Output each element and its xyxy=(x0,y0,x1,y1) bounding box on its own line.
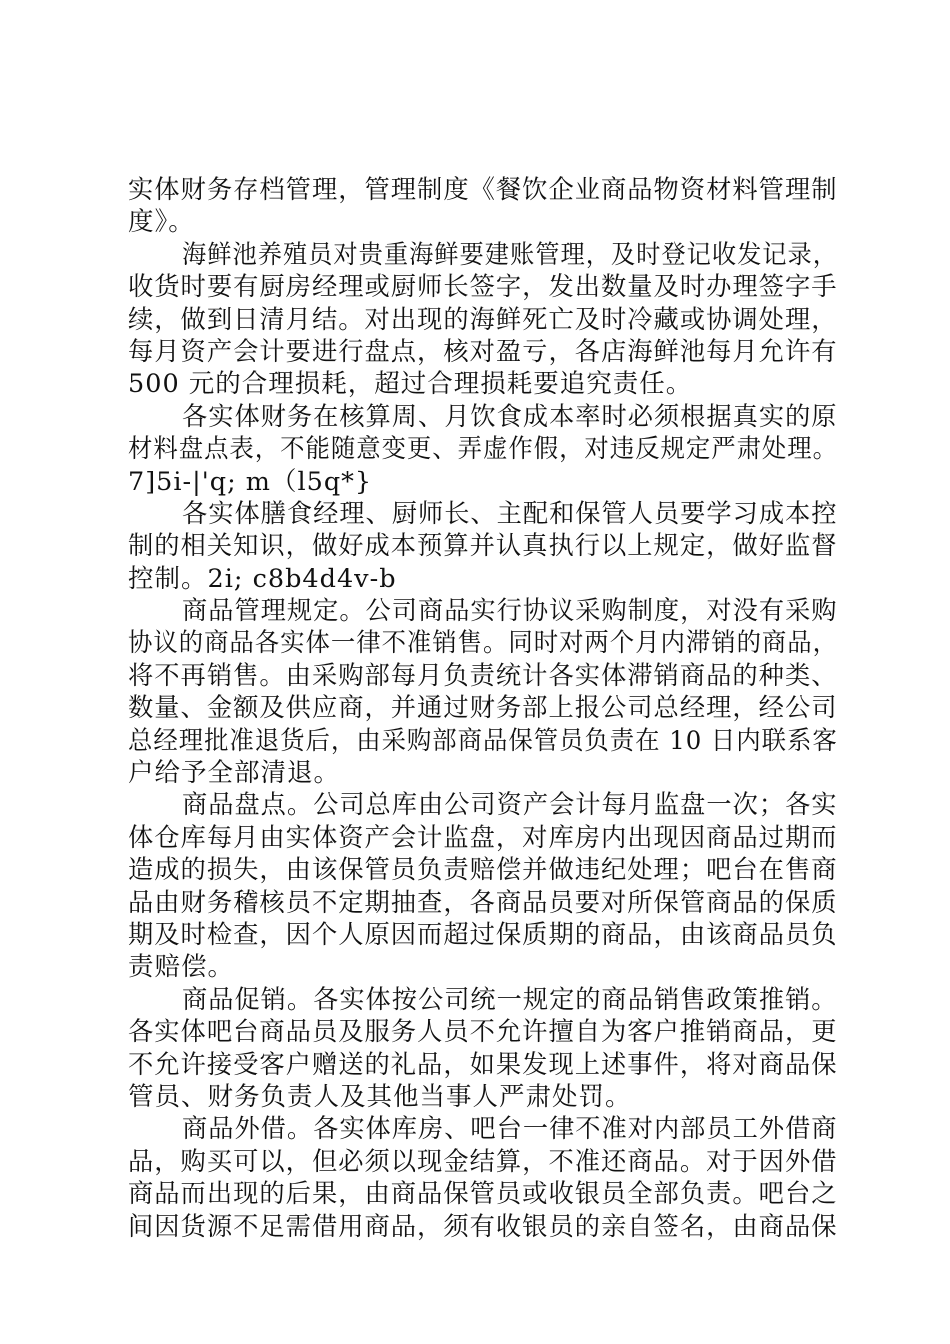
text-line: 商品管理规定。公司商品实行协议采购制度，对没有采购 xyxy=(182,596,838,627)
text-line: 7]5i-|'q; m（l5q*} xyxy=(128,466,373,497)
text-line: 收货时要有厨房经理或厨师长签字，发出数量及时办理签字手 xyxy=(128,272,838,303)
text-line: 间因货源不足需借用商品，须有收银员的亲自签名，由商品保 xyxy=(128,1211,838,1242)
text-line: 体仓库每月由实体资产会计监盘，对库房内出现因商品过期而 xyxy=(128,822,838,853)
text-line: 控制。2i; c8b4d4v-b xyxy=(128,563,397,594)
text-line: 总经理批准退货后，由采购部商品保管员负责在 10 日内联系客 xyxy=(128,725,838,756)
text-line: 管员、财务负责人及其他当事人严肃处罚。 xyxy=(128,1081,632,1112)
text-line: 将不再销售。由采购部每月负责统计各实体滞销商品的种类、 xyxy=(128,660,838,691)
text-line: 期及时检查，因个人原因而超过保质期的商品，由该商品员负 xyxy=(128,919,838,950)
text-line: 商品促销。各实体按公司统一规定的商品销售政策推销。 xyxy=(182,984,838,1015)
text-line: 商品盘点。公司总库由公司资产会计每月监盘一次；各实 xyxy=(182,790,838,821)
text-line: 数量、金额及供应商，并通过财务部上报公司总经理，经公司 xyxy=(128,693,838,724)
text-line: 各实体膳食经理、厨师长、主配和保管人员要学习成本控 xyxy=(182,498,838,529)
text-line: 不允许接受客户赠送的礼品，如果发现上述事件，将对商品保 xyxy=(128,1049,838,1080)
text-line: 品由财务稽核员不定期抽查，各商品员要对所保管商品的保质 xyxy=(128,887,838,918)
text-line: 造成的损失，由该保管员负责赔偿并做违纪处理；吧台在售商 xyxy=(128,855,838,886)
text-line: 度》。 xyxy=(128,207,195,238)
text-line: 各实体财务在核算周、月饮食成本率时必须根据真实的原 xyxy=(182,401,838,432)
text-line: 500 元的合理损耗，超过合理损耗要追究责任。 xyxy=(128,369,693,400)
text-line: 实体财务存档管理，管理制度《餐饮企业商品物资材料管理制 xyxy=(128,175,838,205)
text-line: 商品而出现的后果，由商品保管员或收银员全部负责。吧台之 xyxy=(128,1179,838,1210)
text-line: 各实体吧台商品员及服务人员不允许擅自为客户推销商品，更 xyxy=(128,1017,838,1048)
text-line: 材料盘点表，不能随意变更、弄虚作假，对违反规定严肃处理。 xyxy=(128,434,838,465)
document-body xyxy=(128,174,838,1243)
text-line: 协议的商品各实体一律不准销售。同时对两个月内滞销的商品， xyxy=(128,628,838,659)
text-line: 户给予全部清退。 xyxy=(128,758,341,789)
text-line: 商品外借。各实体库房、吧台一律不准对内部员工外借商 xyxy=(182,1114,838,1145)
text-line: 制的相关知识，做好成本预算并认真执行以上规定，做好监督 xyxy=(128,531,838,562)
text-line: 责赔偿。 xyxy=(128,952,235,983)
text-line: 品，购买可以，但必须以现金结算，不准还商品。对于因外借 xyxy=(128,1146,838,1177)
text-line: 海鲜池养殖员对贵重海鲜要建账管理，及时登记收发记录， xyxy=(182,239,838,270)
text-line: 每月资产会计要进行盘点，核对盈亏，各店海鲜池每月允许有 xyxy=(128,336,838,367)
text-line: 续，做到日清月结。对出现的海鲜死亡及时冷藏或协调处理， xyxy=(128,304,838,335)
